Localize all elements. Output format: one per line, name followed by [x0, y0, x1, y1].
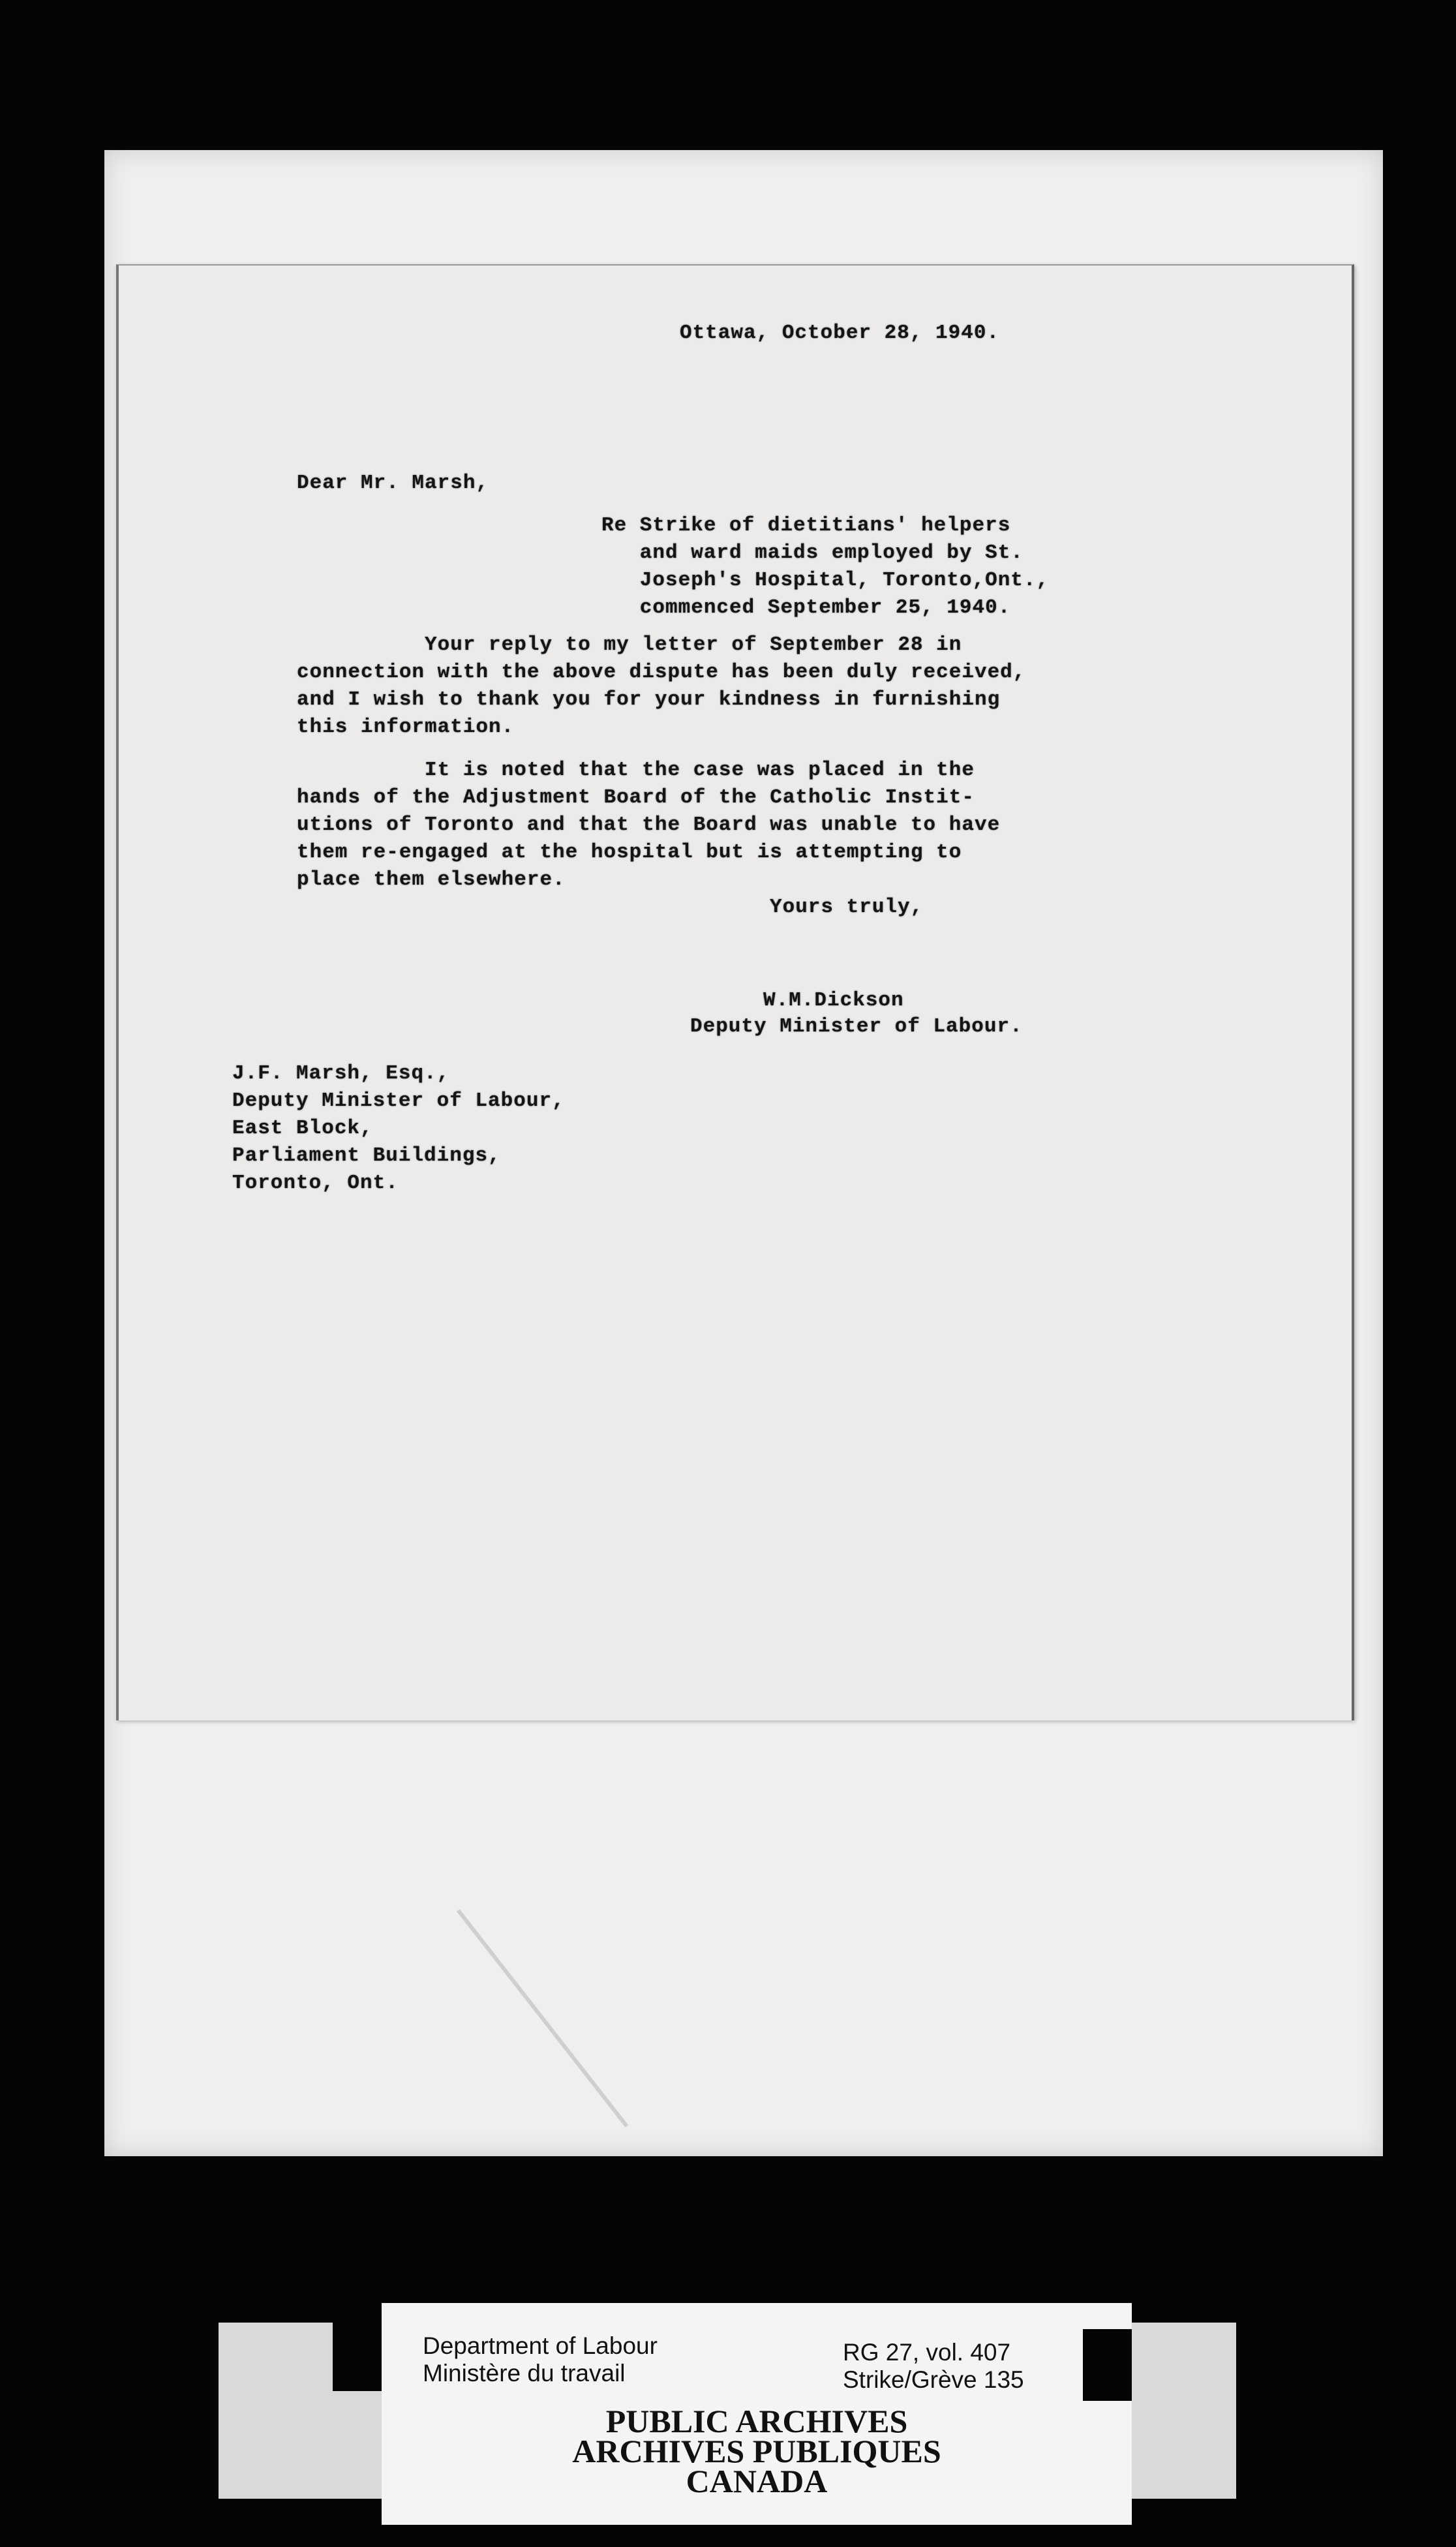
subject-block [601, 512, 1049, 622]
address-line: Parliament Buildings, [232, 1144, 501, 1167]
body-paragraph-1 [297, 632, 1025, 741]
paragraph-line: It is noted that the case was placed in the [297, 759, 975, 782]
address-line: J.F. Marsh, Esq., [232, 1062, 450, 1085]
address-line: Deputy Minister of Labour, [232, 1090, 565, 1112]
paragraph-line: place them elsewhere. [297, 868, 566, 891]
address-line: East Block, [232, 1117, 373, 1140]
subject-line: commenced September 25, 1940. [601, 596, 1011, 619]
paragraph-line: Your reply to my letter of September 28 in [297, 633, 962, 656]
subject-line: Joseph's Hospital, Toronto,Ont., [601, 569, 1050, 592]
address-line: Toronto, Ont. [232, 1172, 399, 1195]
letter-date: Ottawa, October 28, 1940. [680, 322, 1000, 344]
scratch-mark [457, 1909, 628, 2128]
subject-line: and ward maids employed by St. [601, 541, 1024, 564]
addressee-block [232, 1060, 565, 1197]
department-french: Ministère du travail [423, 2360, 626, 2387]
label-notch [333, 2323, 382, 2391]
paragraph-line: this information. [297, 716, 515, 739]
paragraph-line: and I wish to thank you for your kindness in furnishing [297, 688, 1001, 711]
reference-strike-number: Strike/Grève 135 [843, 2366, 1024, 2393]
letter-closing: Yours truly, [770, 896, 924, 919]
signature-name: W.M.Dickson [763, 989, 904, 1012]
archives-stamp-line-3: CANADA [686, 2463, 828, 2499]
paragraph-line: connection with the above dispute has been duly received, [297, 661, 1026, 684]
label-notch [1083, 2329, 1132, 2401]
archives-stamp-line-1: PUBLIC ARCHIVES [605, 2403, 908, 2439]
body-paragraph-2 [297, 757, 1000, 894]
department-english: Department of Labour [423, 2332, 658, 2359]
reference-volume: RG 27, vol. 407 [843, 2339, 1011, 2366]
paragraph-line: hands of the Adjustment Board of the Catholic Instit- [297, 786, 975, 809]
letter-salutation: Dear Mr. Marsh, [297, 472, 489, 495]
signature-title: Deputy Minister of Labour. [690, 1015, 1023, 1038]
paragraph-line: utions of Toronto and that the Board was unable to have [297, 814, 1001, 836]
paragraph-line: them re-engaged at the hospital but is attempting to [297, 841, 962, 864]
archives-stamp-line-2: ARCHIVES PUBLIQUES [572, 2433, 941, 2469]
subject-line: Re Strike of dietitians' helpers [601, 514, 1011, 537]
